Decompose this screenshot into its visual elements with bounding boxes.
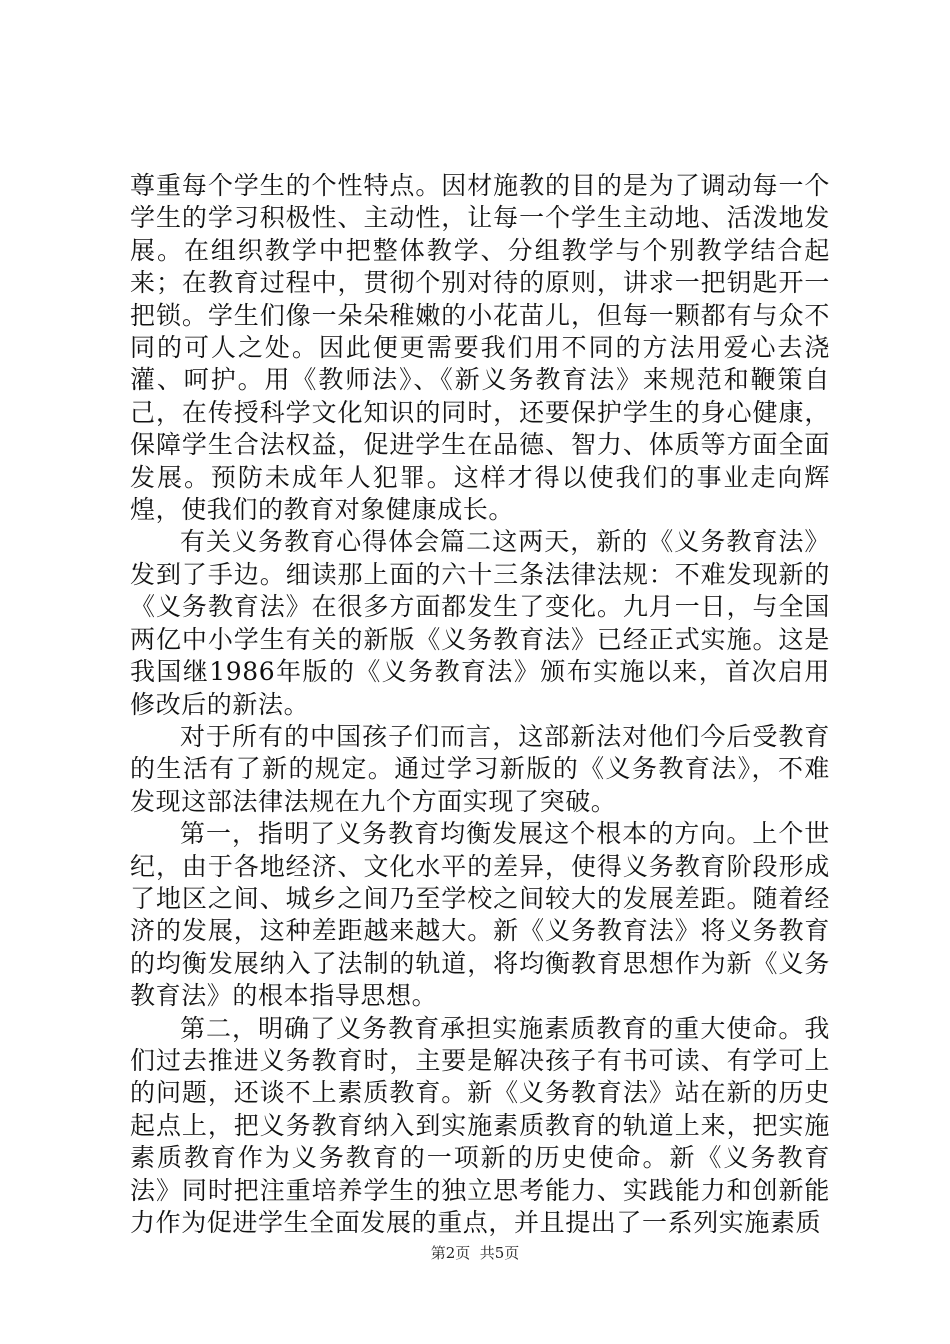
paragraph-continued: 尊重每个学生的个性特点。因材施教的目的是为了调动每一个学生的学习积极性、主动性，让每一个学生主动地、活泼地发展。在组织教学中把整体教学、分组教学与个别教学结合起来；在教育过程中，贯彻个别对待的原则，讲求一把钥匙开一把锁。学生们像一朵朵稚嫩的小花苗儿，但每一颗都有与众不同的可人之处。因此便更需要我们用不同的方法用爱心去浇灌、呵护。用《教师法》、《新义务教育法》来规范和鞭策自己，在传授科学文化知识的同时，还要保护学生的身心健康，保障学生合法权益，促进学生在品德、智力、体质等方面全面发展。预防未成年人犯罪。这样才得以使我们的事业走向辉煌，使我们的教育对象健康成长。 [130,171,830,525]
paragraph-new-rules: 对于所有的中国孩子们而言，这部新法对他们今后受教育的生活有了新的规定。通过学习新版的《义务教育法》，不难发现这部法律法规在九个方面实现了突破。 [130,721,830,816]
paragraph-section-two-intro: 有关义务教育心得体会篇二这两天，新的《义务教育法》发到了手边。细读那上面的六十三条法律法规：不难发现新的《义务教育法》在很多方面都发生了变化。九月一日，与全国两亿中小学生有关的新版《义务教育法》已经正式实施。这是我国继1986年版的《义务教育法》颁布实施以来，首次启用修改后的新法。 [130,527,830,719]
document-body [130,170,830,1239]
page-footer [0,1243,950,1263]
paragraph-point-two: 第二，明确了义务教育承担实施素质教育的重大使命。我们过去推进义务教育时，主要是解决孩子有书可读、有学可上的问题，还谈不上素质教育。新《义务教育法》站在新的历史起点上，把义务教育纳入到实施素质教育的轨道上来，把实施素质教育作为义务教育的一项新的历史使命。新《义务教育法》同时把注重培养学生的独立思考能力、实践能力和创新能力作为促进学生全面发展的重点，并且提出了一系列实施素质 [130,1013,830,1237]
page-number: 第2页 共5页 [430,1244,520,1262]
paragraph-point-one: 第一，指明了义务教育均衡发展这个根本的方向。上个世纪，由于各地经济、文化水平的差异，使得义务教育阶段形成了地区之间、城乡之间乃至学校之间较大的发展差距。随着经济的发展，这种差距越来越大。新《义务教育法》将义务教育的均衡发展纳入了法制的轨道，将均衡教育思想作为新《义务教育法》的根本指导思想。 [130,819,830,1011]
